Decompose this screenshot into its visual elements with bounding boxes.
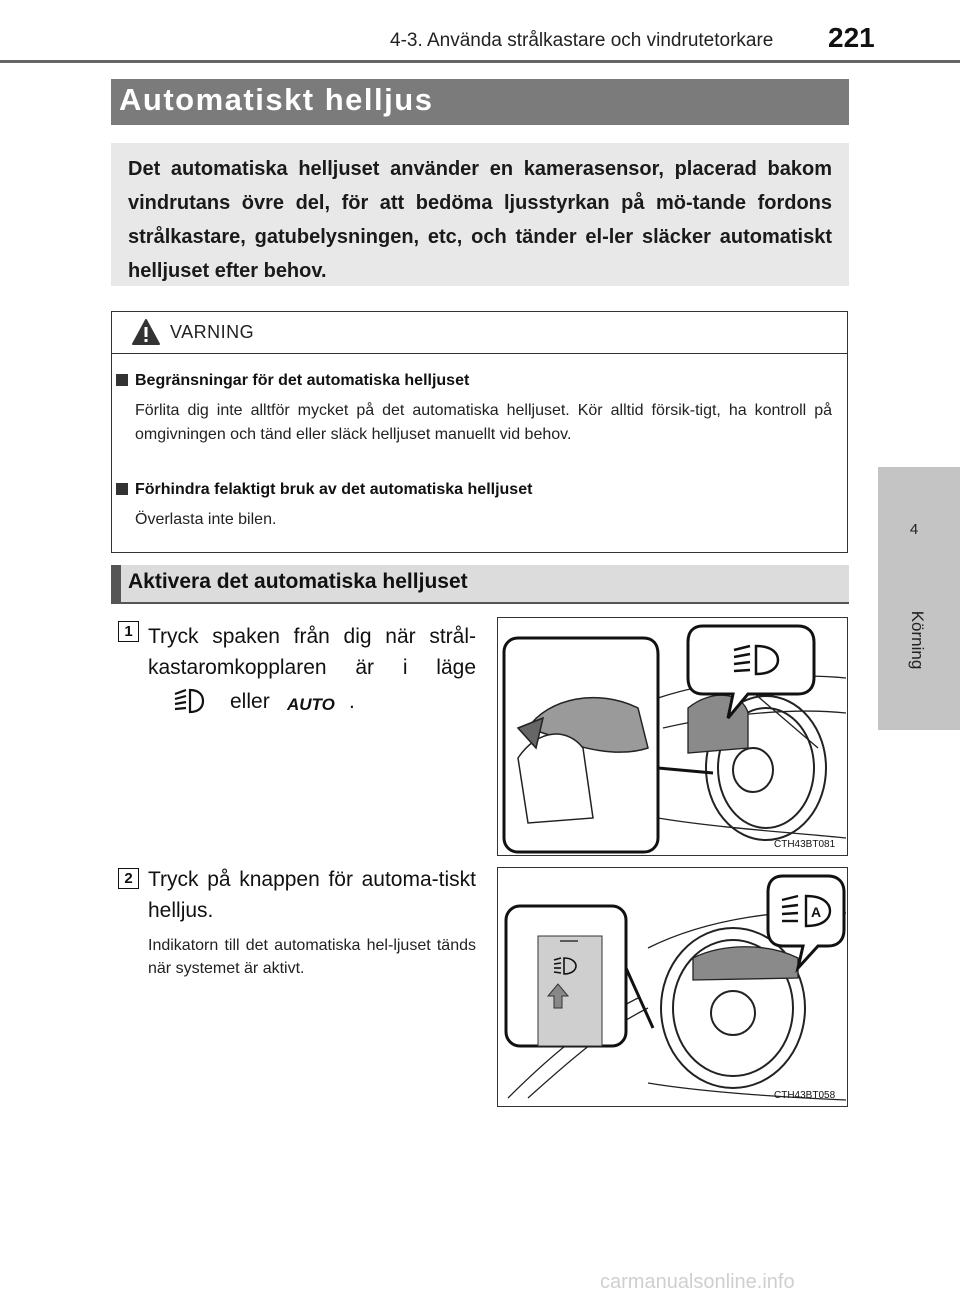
page-number: 221 [828, 22, 875, 53]
watermark: carmanualsonline.info [600, 1271, 795, 1293]
step-2-note: Indikatorn till det automatiska hel-ljuset tänds när systemet är aktivt. [148, 937, 476, 977]
section-title: Aktivera det automatiska helljuset [128, 570, 468, 593]
section-accent [111, 565, 121, 602]
warning-item-body: Överlasta inte bilen. [135, 511, 277, 528]
illustration-code: CTH43BT081 [774, 839, 836, 850]
step-number-1: 1 [118, 621, 139, 642]
page-title: Automatiskt helljus [119, 82, 434, 117]
square-bullet-icon [115, 482, 129, 496]
svg-text:A: A [811, 904, 822, 920]
step-2-text: Tryck på knappen för automa-tiskt helljus. [148, 868, 476, 922]
warning-triangle-icon [131, 318, 161, 346]
illustration-code: CTH43BT058 [774, 1090, 836, 1101]
square-bullet-icon [115, 373, 129, 387]
warning-item-1-bullet [115, 373, 129, 392]
lever-illustration-art [498, 618, 846, 854]
step-1-period: . [349, 690, 355, 713]
step-1-eller: eller [230, 690, 270, 713]
chapter-label: Körning [908, 610, 927, 670]
chapter-number: 4 [909, 521, 919, 538]
button-illustration-art [498, 868, 846, 1105]
high-beam-icon [170, 686, 206, 716]
illustration-auto-highbeam-button [497, 867, 848, 1107]
warning-item-body: Förlita dig inte alltför mycket på det automatiska helljuset. Kör alltid försik-tigt, ha kontroll på omgivningen och tänd eller släck helljuset manuellt vid behov. [135, 402, 832, 443]
illustration-headlight-lever [497, 617, 848, 856]
step-1-text: Tryck spaken från dig när strål-kastaromkopplaren är i läge [148, 625, 476, 679]
warning-item-heading: Förhindra felaktigt bruk av det automatiska helljuset [135, 481, 533, 498]
section-rule [111, 602, 849, 604]
step-number-2: 2 [118, 868, 139, 889]
running-header: 4-3. Använda strålkastare och vindrutetorkare [390, 30, 774, 51]
warning-label: VARNING [170, 322, 255, 342]
auto-label: AUTO [287, 695, 335, 714]
header-rule [0, 60, 960, 63]
warning-item-heading: Begränsningar för det automatiska helljuset [135, 372, 470, 389]
warning-item-2-bullet [115, 482, 129, 501]
intro-text: Det automatiska helljuset använder en kamerasensor, placerad bakom vindrutans övre del, för att bedöma ljusstyrkan på mö-tande fordons strålkastare, gatubelysningen, etc, och tänder el-ler släcker automatiskt helljuset efter behov. [128, 158, 832, 282]
